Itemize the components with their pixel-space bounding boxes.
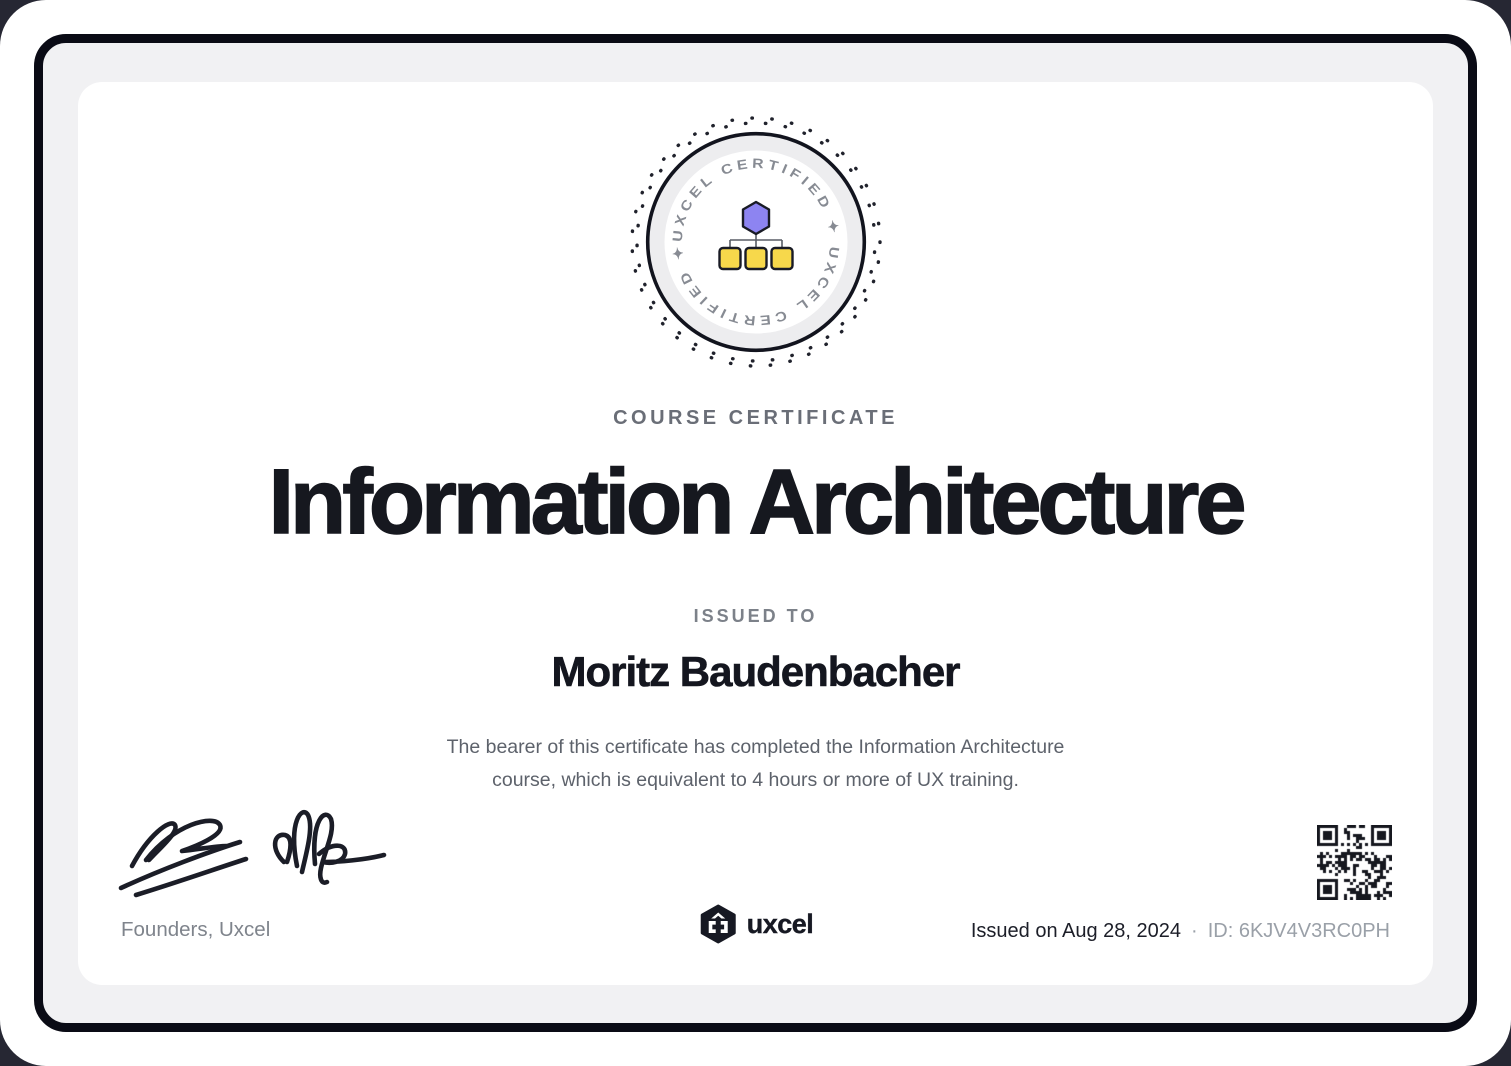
sitemap-root-hexagon (743, 202, 769, 234)
sitemap-node-right (771, 248, 792, 269)
sitemap-node-center (745, 248, 766, 269)
uxcel-logo (698, 904, 814, 944)
certificate-description (78, 731, 1433, 797)
uxcel-cube-icon (698, 904, 738, 944)
badge-seal-graphic (626, 112, 886, 372)
course-title: Information Architecture (268, 451, 1243, 553)
certification-badge (626, 112, 886, 372)
badge-ring-text: UXCEL CERTIFIED ✦ UXCEL CERTIFIED ✦ (669, 155, 842, 329)
issued-to-label: ISSUED TO (693, 606, 818, 626)
founders-signatures (116, 802, 406, 904)
signatures-caption: Founders, Uxcel (121, 918, 271, 941)
dot-separator: · (1191, 920, 1198, 942)
recipient-name: Moritz Baudenbacher (551, 648, 960, 695)
qr-code (1317, 825, 1392, 900)
certificate-body (78, 82, 1433, 985)
course-certificate-label: COURSE CERTIFICATE (613, 407, 898, 429)
certificate-id: ID: 6KJV4V3RC0PH (1207, 920, 1390, 942)
issue-info (971, 920, 1390, 943)
description-line-2: course, which is equivalent to 4 hours or more of UX training. (492, 769, 1019, 791)
sitemap-node-left (719, 248, 740, 269)
description-line-1: The bearer of this certificate has completed the Information Architecture (446, 736, 1065, 758)
brand-name: uxcel (746, 908, 814, 939)
issued-on-text: Issued on Aug 28, 2024 (970, 920, 1182, 942)
